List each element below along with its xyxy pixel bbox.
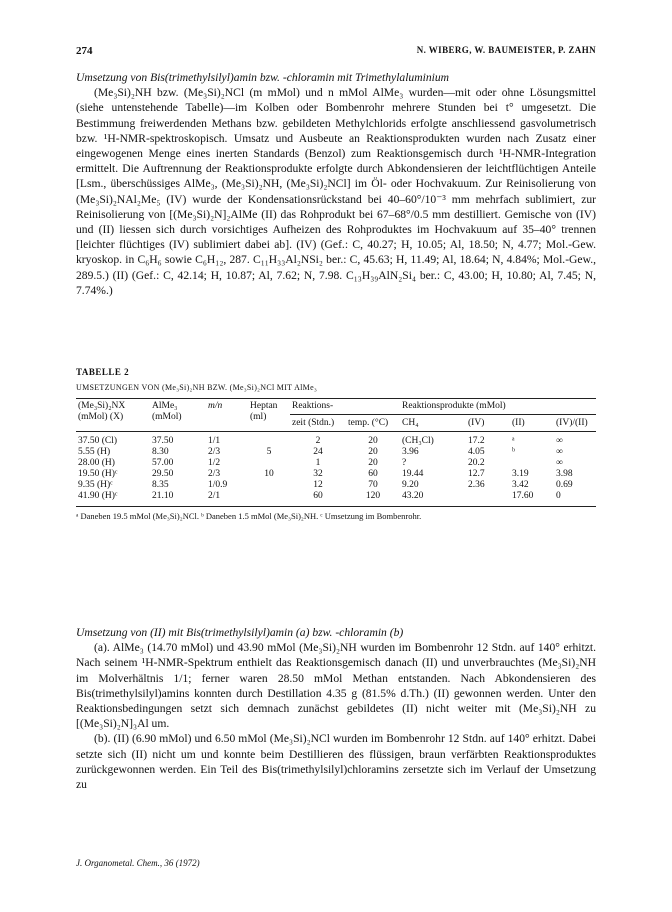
page-number: 274 <box>76 45 93 57</box>
table-row <box>76 480 596 491</box>
cell-mn: 1/1 <box>208 436 221 446</box>
header-ratio: (IV)/(II) <box>556 418 588 428</box>
cell-ch4: (CH₃Cl) <box>402 436 434 446</box>
cell-ratio: 0 <box>556 491 561 501</box>
header-amine: (Me₃Si)₂NX (mMol) (X) <box>78 401 126 422</box>
cell-ch4: ? <box>402 458 407 468</box>
journal-footer: J. Organometal. Chem., 36 (1972) <box>76 858 200 868</box>
cell-ch4: 9.20 <box>402 480 419 490</box>
cell-mn: 1/0.9 <box>208 480 228 490</box>
cell-mn: 2/1 <box>208 491 221 501</box>
section-reaction-of-ii <box>76 625 596 792</box>
cell-heptan <box>248 491 290 507</box>
cell-amine: 28.00 (H) <box>78 458 115 468</box>
cell-temp: 20 <box>368 458 378 468</box>
cell-iv: 4.05 <box>468 447 485 457</box>
cell-ch4: 19.44 <box>402 469 424 479</box>
section-body: (Me₃Si)₂NH bzw. (Me₃Si)₂NCl (m mMol) und n mMol AlMe₃ wurden—mit oder ohne Lösungsmittel (siehe untenstehende Tabelle)—im Kolben oder Bombenrohr mehrere Stunden bei t° umgesetzt. Die Bestimmung freiwerdenden Methans bzw. gebildeten Methylchlorids erfolgte anschliessend gasvolumetrisch bzw. ¹H-NMR-spektroskopisch. Umsatz und Ausbeute an Reaktionsprodukten wurden nach Zusatz einer eingewogenen Menge eines inerten Standards (Benzol) zum Reaktionsgemisch durch ¹H-NMR-Integration ermittelt. Die Auftrennung der Reaktionsprodukte erfolgte durch Abkondensieren der leichtflüchtigen Anteile [Lsm., überschüssiges AlMe₃, (Me₃Si)₂NH, (Me₃Si)₂NCl] im Öl- oder Hochvakuum. Zur Reinisolierung von (Me₃Si)₂NAl₂Me₅ (IV) wurde der Kondensationsrückstand bei 40–60°/10⁻³ mm mehrfach sublimiert, zur Reinisolierung von [(Me₃Si)₂N]₂AlMe (II) das Rohprodukt bei 67–68°/0.5 mm destilliert. Gemische von (IV) und (II) liessen sich durch vorsichtiges Aufheizen des Rohproduktes im Hochvakuum auf 35–40° trennen [leichter flüchtiges (IV) sublimiert dabei ab]. (IV) (Gef.: C, 40.27; H, 10.05; Al, 18.50; N, 4.77; Mol.-Gew. kryoskop. in C₆H₆ sowie C₆H₁₂, 287. C₁₁H₃₃Al₂NSi₂ ber.: C, 45.63; H, 11.49; Al, 18.64; N, 4.84%; Mol.-Gew., 289.5.) (II) (Gef.: C, 42.14; H, 10.87; Al, 7.62; N, 7.98. C₁₃H₃₉AlN₂Si₄ ber.: C, 43.00; H, 10.80; Al, 7.45; N, 7.74%.) <box>76 86 596 297</box>
cell-heptan <box>248 480 290 491</box>
cell-heptan <box>248 458 290 469</box>
reaction-table <box>76 398 596 507</box>
cell-mn: 1/2 <box>208 458 221 468</box>
cell-ratio: ∞ <box>556 447 563 457</box>
cell-almes: 29.50 <box>152 469 174 479</box>
header-produkte: Reaktionsprodukte (mMol) <box>400 399 596 415</box>
table-footnotes: ᵃ Daneben 19.5 mMol (Me₃Si)₂NCl. ᵇ Daneben 1.5 mMol (Me₃Si)₂NH. ᶜ Umsetzung im Bombenrohr. <box>76 511 422 521</box>
cell-ch4: 3.96 <box>402 447 419 457</box>
paragraph-b: (b). (II) (6.90 mMol) und 6.50 mMol (Me₃Si)₂NCl wurden im Bombenrohr 12 Stdn. auf 140° erhitzt. Dabei setzte sich (II) nicht um und konnte beim Destillieren des flüssigen, braun verfärbten Reaktionsproduktes zurückgewonnen werden. Ein Teil des Bis(trimethylsilyl)chloramins zersetzte sich im Verlauf der Umsetzung zu <box>76 732 596 792</box>
cell-iv: 17.2 <box>468 436 485 446</box>
cell-ratio: ∞ <box>556 436 563 446</box>
running-head: N. WIBERG, W. BAUMEISTER, P. ZAHN <box>416 45 596 55</box>
cell-zeit: 60 <box>313 491 323 501</box>
cell-amine: 41.90 (H)ᶜ <box>78 491 118 501</box>
header-mn: m/n <box>208 401 223 411</box>
section-heading: Umsetzung von Bis(trimethylsilyl)amin bzw. -chloramin mit Trimethylaluminium <box>76 71 450 84</box>
section-trimethylaluminium <box>76 70 596 298</box>
cell-almes: 8.35 <box>152 480 169 490</box>
table-row <box>76 491 596 507</box>
cell-ii: ᵇ <box>512 447 515 457</box>
cell-ii: 17.60 <box>512 491 534 501</box>
cell-zeit: 2 <box>315 436 321 446</box>
header-temp: temp. (°C) <box>348 418 389 428</box>
table-row <box>76 469 596 480</box>
cell-heptan: 10 <box>264 469 274 479</box>
cell-temp: 20 <box>368 436 378 446</box>
header-iv: (IV) <box>468 418 485 428</box>
table-body <box>76 432 596 507</box>
table-row <box>76 458 596 469</box>
cell-zeit: 32 <box>313 469 323 479</box>
cell-ratio: 0.69 <box>556 480 573 490</box>
cell-zeit: 1 <box>315 458 321 468</box>
cell-zeit: 12 <box>313 480 323 490</box>
cell-ii: 3.19 <box>512 469 529 479</box>
cell-ii: 3.42 <box>512 480 529 490</box>
cell-zeit: 24 <box>313 447 323 457</box>
cell-almes: 21.10 <box>152 491 174 501</box>
table-caption: UMSETZUNGEN VON (Me₃Si)₂NH BZW. (Me₃Si)₂NCl MIT AlMe₃ <box>76 383 318 392</box>
cell-mn: 2/3 <box>208 469 221 479</box>
cell-temp: 60 <box>368 469 378 479</box>
cell-heptan: 5 <box>266 447 272 457</box>
header-zeit: zeit (Stdn.) <box>292 418 335 428</box>
cell-amine: 37.50 (Cl) <box>78 436 118 446</box>
cell-amine: 19.50 (H)ᶜ <box>78 469 118 479</box>
cell-ii <box>510 458 554 469</box>
cell-almes: 37.50 <box>152 436 174 446</box>
cell-temp: 20 <box>368 447 378 457</box>
cell-mn: 2/3 <box>208 447 221 457</box>
cell-iv: 20.2 <box>468 458 485 468</box>
cell-iv: 12.7 <box>468 469 485 479</box>
cell-amine: 9.35 (H)ᶜ <box>78 480 113 490</box>
cell-ratio: ∞ <box>556 458 563 468</box>
cell-amine: 5.55 (H) <box>78 447 111 457</box>
cell-almes: 57.00 <box>152 458 174 468</box>
cell-temp: 120 <box>365 491 381 501</box>
cell-ratio: 3.98 <box>556 469 573 479</box>
header-heptan: Heptan (ml) <box>250 401 278 422</box>
header-ii: (II) <box>512 418 525 428</box>
table-label: TABELLE 2 <box>76 367 130 377</box>
cell-almes: 8.30 <box>152 447 169 457</box>
table-row <box>76 447 596 458</box>
cell-iv <box>466 491 510 507</box>
header-reaktions: Reaktions- <box>290 399 400 415</box>
header-almes: AlMe₃ (mMol) <box>152 401 182 422</box>
cell-heptan <box>248 432 290 448</box>
header-ch4: CH₄ <box>402 418 419 428</box>
table-row <box>76 432 596 448</box>
cell-ch4: 43.20 <box>402 491 424 501</box>
page-header <box>76 45 596 61</box>
cell-iv: 2.36 <box>468 480 485 490</box>
section-heading: Umsetzung von (II) mit Bis(trimethylsilyl)amin (a) bzw. -chloramin (b) <box>76 626 404 639</box>
cell-temp: 70 <box>368 480 378 490</box>
paragraph-a: (a). AlMe₃ (14.70 mMol) und 43.90 mMol (Me₃Si)₂NH wurden im Bombenrohr 12 Stdn. auf 140° erhitzt. Nach seinem ¹H-NMR-Spektrum enthielt das Reaktionsgemisch danach (II) und unverbrauchtes (Me₃Si)₂NH im Molverhältnis 1/1; ferner waren 28.50 mMol Methan entstanden. Nach Abkondensieren des Bis(trimethylsilyl)amins konnten durch Destillation 4.35 g (81.5% d.Th.) (II) gewonnen werden. Unter den Reaktionsbedingungen setzt sich demnach zunächst gebildetes (II) nicht weiter mit (Me₃Si)₂NH zu [(Me₃Si)₂N]₃Al um. <box>76 641 596 731</box>
cell-ii: ᵃ <box>512 436 515 446</box>
table-2 <box>76 367 596 521</box>
